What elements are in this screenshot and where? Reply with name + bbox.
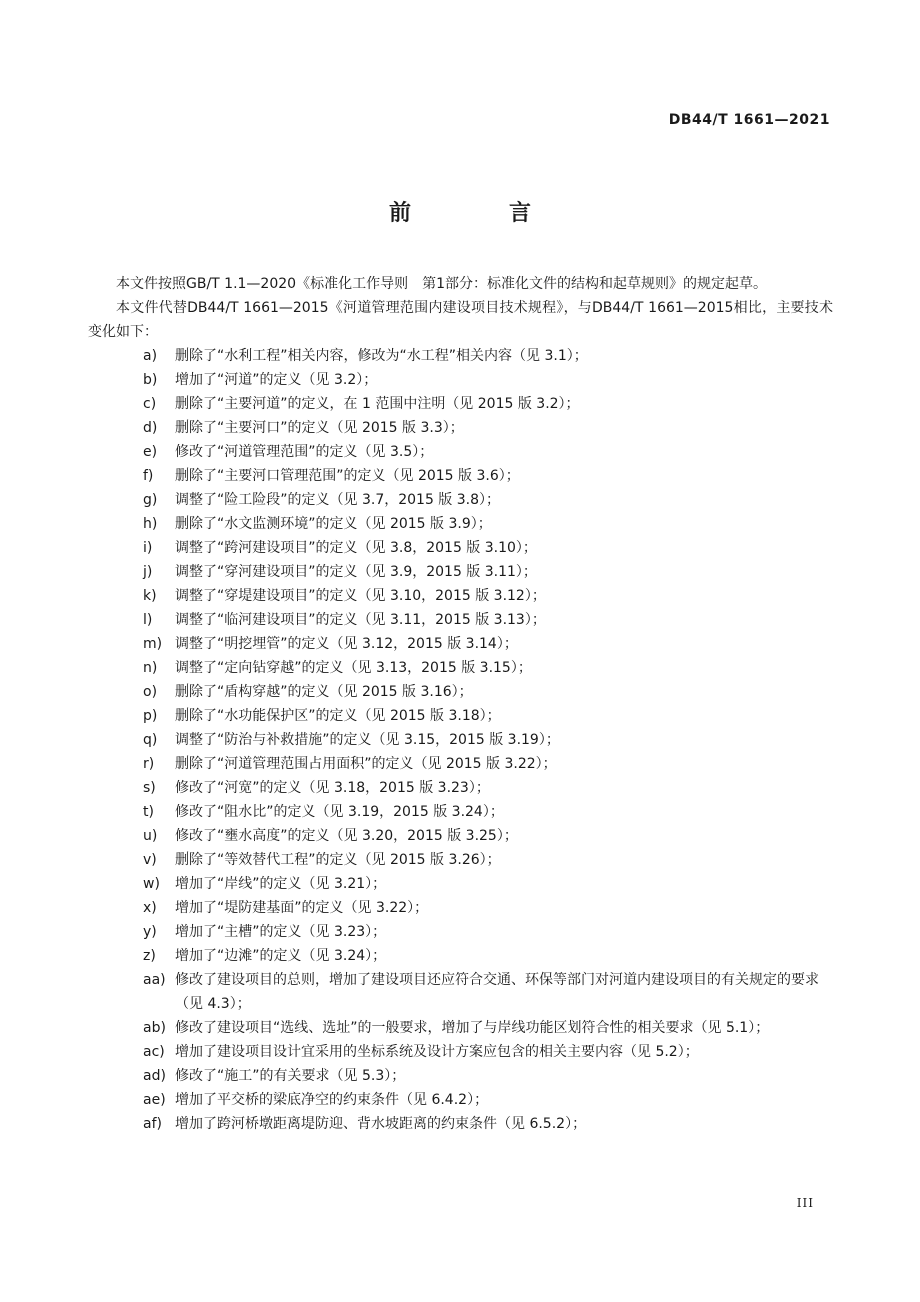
list-item	[143, 368, 833, 392]
list-item-text: 删除了“河道管理范围占用面积”的定义（见 2015 版 3.22）；	[175, 756, 557, 772]
list-item	[143, 584, 833, 608]
list-item-mark: ad)	[143, 1068, 166, 1084]
list-item	[143, 440, 833, 464]
list-item	[143, 608, 833, 632]
list-item	[143, 464, 833, 488]
list-item-text: 删除了“等效替代工程”的定义（见 2015 版 3.26）；	[175, 852, 501, 868]
list-item-text: 修改了“壅水高度”的定义（见 3.20，2015 版 3.25）；	[175, 828, 518, 844]
list-item	[143, 1064, 833, 1088]
list-item-text: 调整了“跨河建设项目”的定义（见 3.8，2015 版 3.10）；	[175, 540, 537, 556]
list-item-text: 修改了建设项目的总则，增加了建设项目还应符合交通、环保等部门对河道内建设项目的有关规定的要求（见 4.3）；	[175, 972, 819, 1012]
list-item-text: 修改了建设项目“选线、选址”的一般要求，增加了与岸线功能区划符合性的相关要求（见 5.1）；	[175, 1020, 770, 1036]
list-item-mark: j)	[143, 564, 153, 580]
list-item-mark: b)	[143, 372, 158, 388]
document-body	[88, 272, 833, 1136]
list-item-text: 调整了“防治与补救措施”的定义（见 3.15，2015 版 3.19）；	[175, 732, 560, 748]
list-item	[143, 728, 833, 752]
list-item	[143, 776, 833, 800]
standard-code: DB44/T 1661—2021	[668, 112, 830, 128]
list-item-text: 增加了“堤防建基面”的定义（见 3.22）；	[175, 900, 429, 916]
paragraph: 本文件代替DB44/T 1661—2015《河道管理范围内建设项目技术规程》，与DB44/T 1661—2015相比，主要技术变化如下：	[88, 300, 833, 340]
list-item-mark: p)	[143, 708, 158, 724]
list-item	[143, 536, 833, 560]
list-item-text: 增加了“边滩”的定义（见 3.24）；	[175, 948, 387, 964]
list-item-mark: h)	[143, 516, 158, 532]
change-list	[88, 344, 833, 1136]
list-item	[143, 1112, 833, 1136]
list-item	[143, 896, 833, 920]
page-number: III	[796, 1196, 814, 1210]
list-item-text: 调整了“险工险段”的定义（见 3.7，2015 版 3.8）；	[175, 492, 501, 508]
list-item-mark: z)	[143, 948, 156, 964]
list-item-mark: af)	[143, 1116, 162, 1132]
list-item-mark: d)	[143, 420, 158, 436]
list-item-text: 增加了“主槽”的定义（见 3.23）；	[175, 924, 387, 940]
list-item-text: 调整了“明挖埋管”的定义（见 3.12，2015 版 3.14）；	[175, 636, 518, 652]
list-item-mark: w)	[143, 876, 160, 892]
list-item-mark: y)	[143, 924, 157, 940]
paragraph: 本文件按照GB/T 1.1—2020《标准化工作导则 第1部分：标准化文件的结构和起草规则》的规定起草。	[116, 276, 767, 292]
list-item-mark: q)	[143, 732, 158, 748]
list-item	[143, 632, 833, 656]
list-item-text: 调整了“定向钻穿越”的定义（见 3.13，2015 版 3.15）；	[175, 660, 532, 676]
list-item-text: 增加了“岸线”的定义（见 3.21）；	[175, 876, 387, 892]
list-item	[143, 800, 833, 824]
list-item	[143, 872, 833, 896]
list-item-mark: ab)	[143, 1020, 166, 1036]
list-item	[143, 824, 833, 848]
list-item-text: 删除了“盾构穿越”的定义（见 2015 版 3.16）；	[175, 684, 473, 700]
list-item-mark: aa)	[143, 972, 166, 988]
list-item-mark: c)	[143, 396, 157, 412]
list-item	[143, 1040, 833, 1064]
list-item-text: 删除了“主要河口管理范围”的定义（见 2015 版 3.6）；	[175, 468, 520, 484]
list-item-text: 增加了跨河桥墩距离堤防迎、背水坡距离的约束条件（见 6.5.2）；	[175, 1116, 587, 1132]
list-item-mark: o)	[143, 684, 158, 700]
list-item-mark: i)	[143, 540, 153, 556]
list-item	[143, 968, 833, 1016]
list-item	[143, 848, 833, 872]
list-item-text: 修改了“阻水比”的定义（见 3.19，2015 版 3.24）；	[175, 804, 504, 820]
list-item	[143, 560, 833, 584]
list-item-text: 删除了“主要河道”的定义，在 1 范围中注明（见 2015 版 3.2）；	[175, 396, 580, 412]
list-item-mark: g)	[143, 492, 158, 508]
list-item-mark: l)	[143, 612, 153, 628]
list-item-text: 增加了“河道”的定义（见 3.2）；	[175, 372, 378, 388]
list-item-mark: f)	[143, 468, 154, 484]
list-item	[143, 656, 833, 680]
list-item-mark: x)	[143, 900, 157, 916]
list-item-mark: ac)	[143, 1044, 165, 1060]
list-item	[143, 920, 833, 944]
list-item-text: 修改了“河道管理范围”的定义（见 3.5）；	[175, 444, 434, 460]
list-item-mark: t)	[143, 804, 154, 820]
list-item	[143, 752, 833, 776]
list-item-text: 删除了“水利工程”相关内容，修改为“水工程”相关内容（见 3.1）；	[175, 348, 588, 364]
list-item-text: 删除了“水功能保护区”的定义（见 2015 版 3.18）；	[175, 708, 501, 724]
page-title: 前 言	[388, 201, 569, 226]
list-item-mark: m)	[143, 636, 163, 652]
list-item	[143, 488, 833, 512]
list-item-mark: a)	[143, 348, 158, 364]
list-item-text: 调整了“穿堤建设项目”的定义（见 3.10，2015 版 3.12）；	[175, 588, 546, 604]
list-item	[143, 1016, 833, 1040]
list-item-mark: r)	[143, 756, 155, 772]
list-item	[143, 392, 833, 416]
list-item-mark: ae)	[143, 1092, 166, 1108]
list-item	[143, 680, 833, 704]
list-item-mark: s)	[143, 780, 156, 796]
list-item	[143, 1088, 833, 1112]
list-item	[143, 704, 833, 728]
list-item	[143, 512, 833, 536]
list-item-text: 调整了“临河建设项目”的定义（见 3.11，2015 版 3.13）；	[175, 612, 546, 628]
list-item	[143, 944, 833, 968]
list-item-mark: n)	[143, 660, 158, 676]
list-item-text: 删除了“主要河口”的定义（见 2015 版 3.3）；	[175, 420, 464, 436]
list-item-mark: e)	[143, 444, 158, 460]
list-item-text: 删除了“水文监测环境”的定义（见 2015 版 3.9）；	[175, 516, 492, 532]
list-item-mark: v)	[143, 852, 157, 868]
list-item-mark: u)	[143, 828, 158, 844]
list-item-text: 增加了平交桥的梁底净空的约束条件（见 6.4.2）；	[175, 1092, 489, 1108]
list-item-text: 修改了“施工”的有关要求（见 5.3）；	[175, 1068, 406, 1084]
list-item	[143, 344, 833, 368]
list-item	[143, 416, 833, 440]
list-item-text: 调整了“穿河建设项目”的定义（见 3.9，2015 版 3.11）；	[175, 564, 537, 580]
list-item-mark: k)	[143, 588, 157, 604]
list-item-text: 修改了“河宽”的定义（见 3.18，2015 版 3.23）；	[175, 780, 490, 796]
list-item-text: 增加了建设项目设计宜采用的坐标系统及设计方案应包含的相关主要内容（见 5.2）；	[175, 1044, 699, 1060]
